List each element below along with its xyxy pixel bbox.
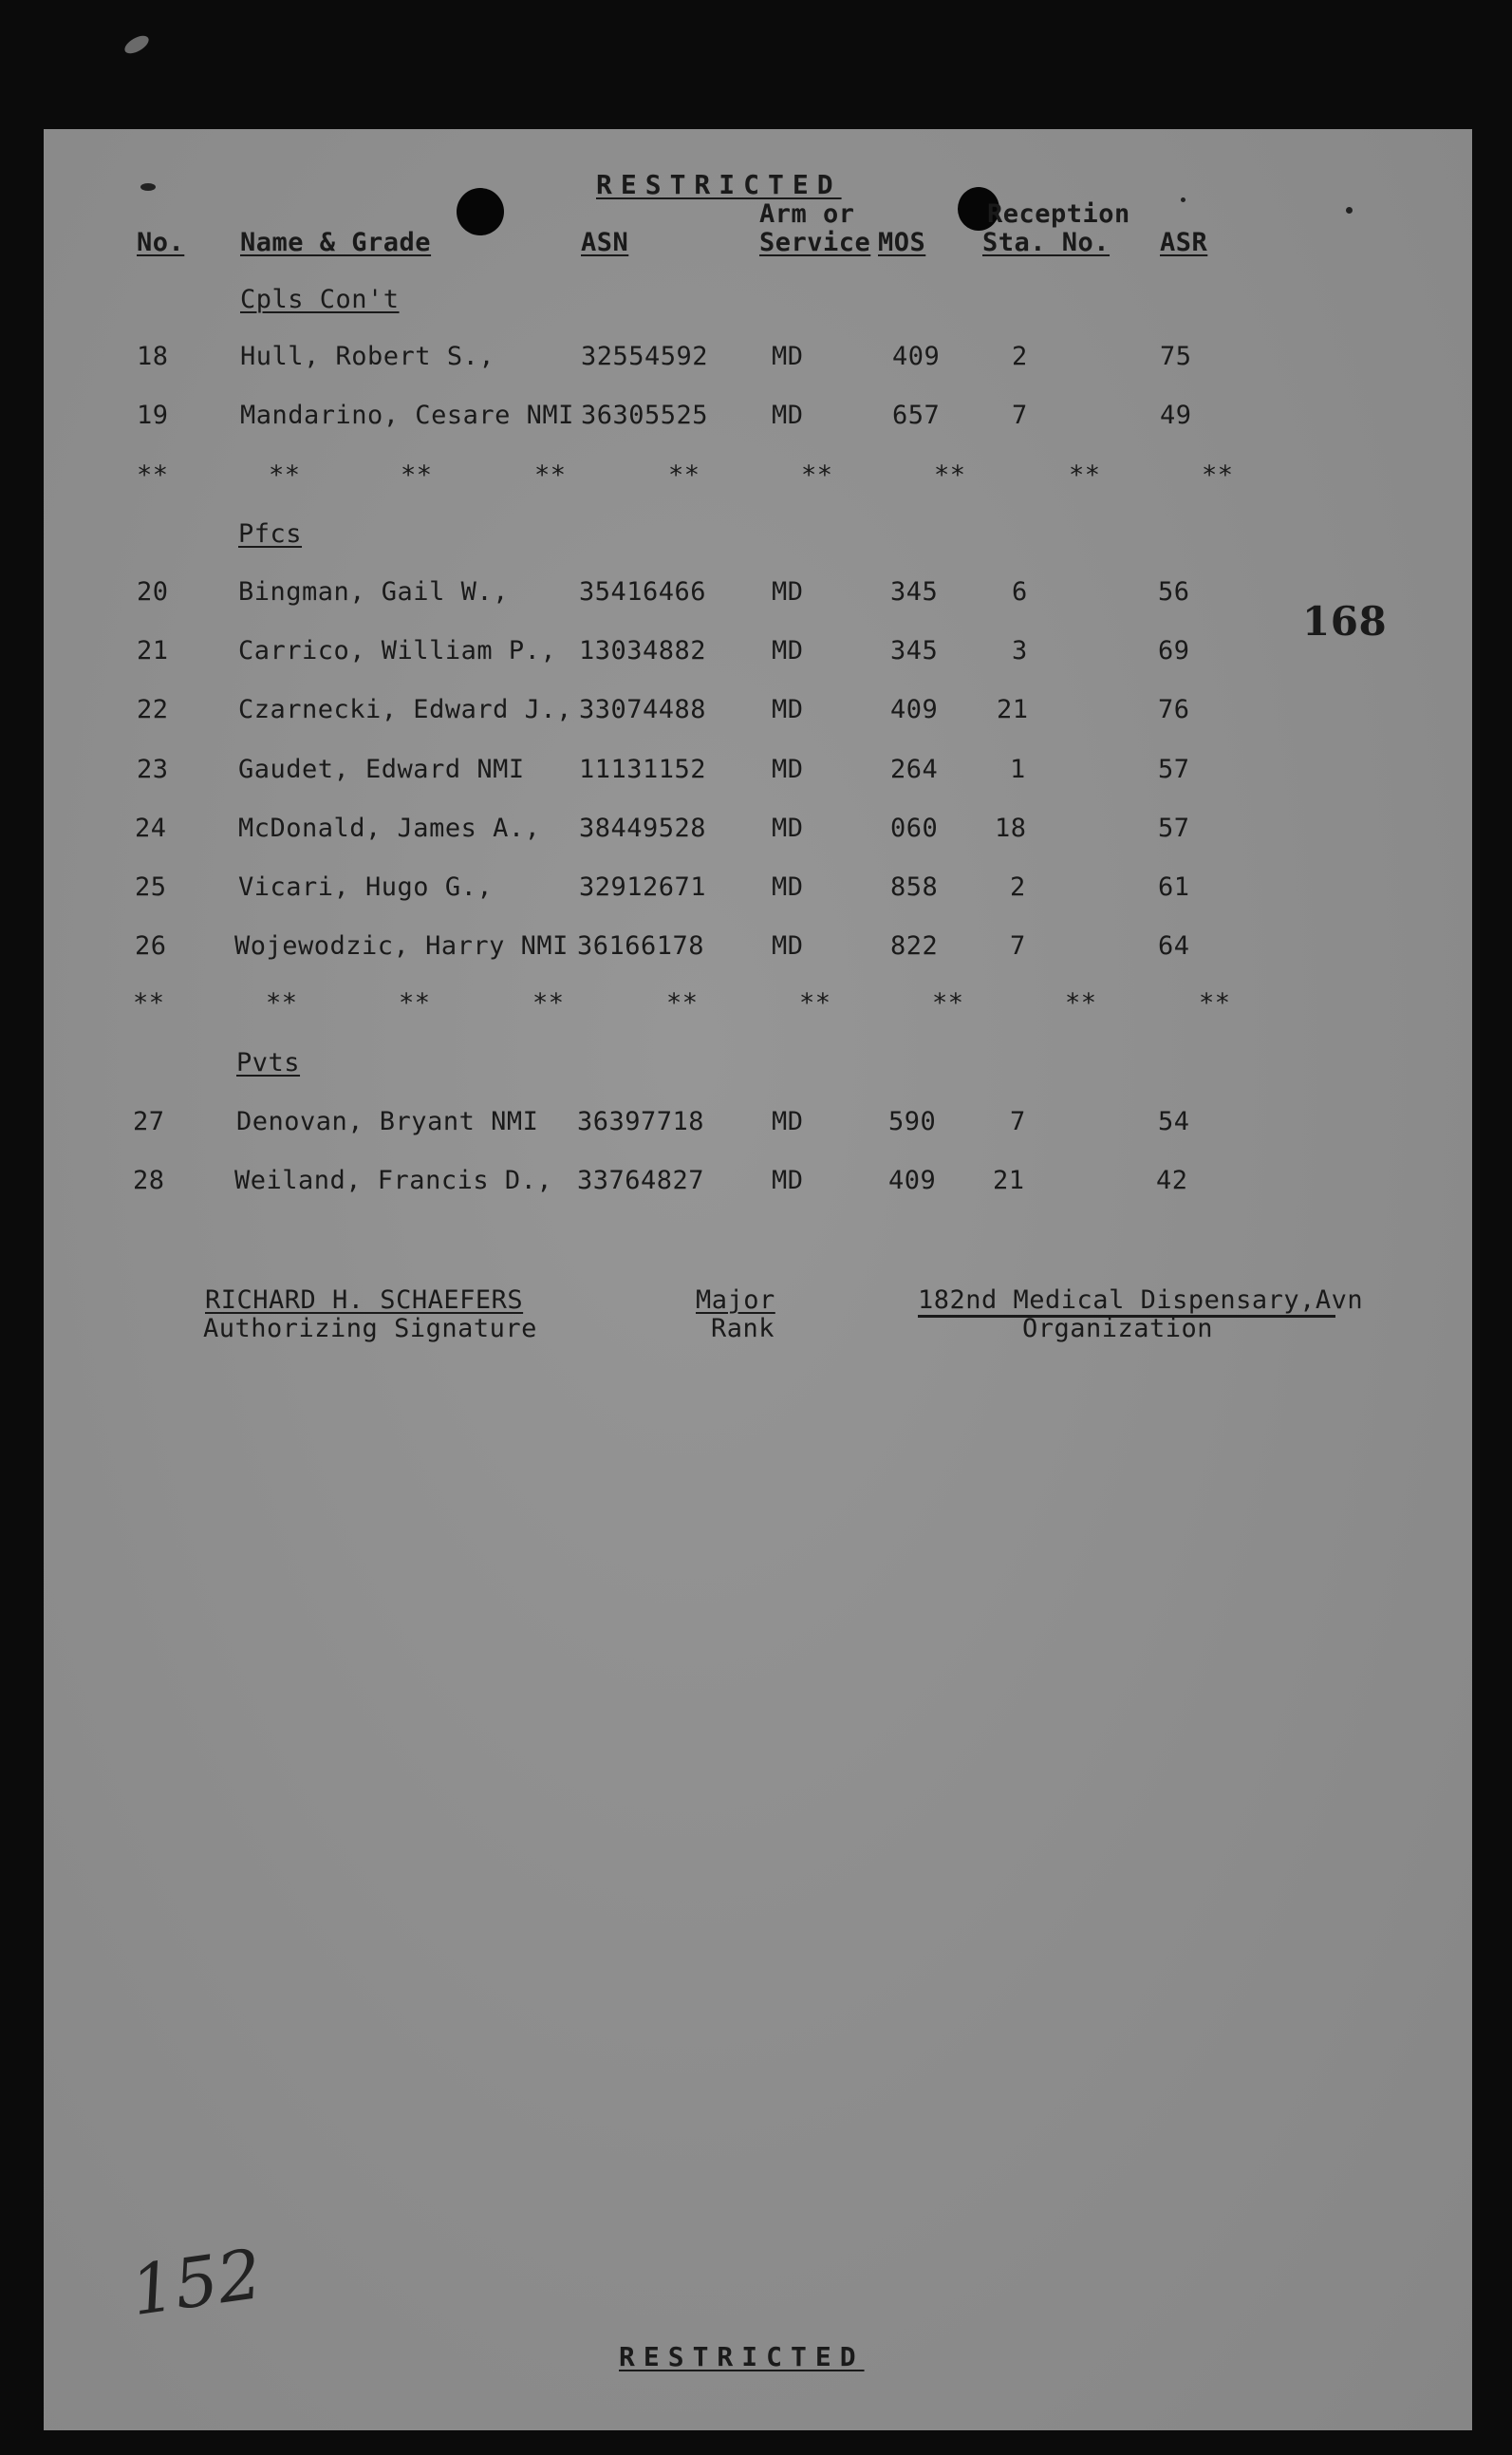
row-asr: 69: [1158, 636, 1190, 665]
speck: [121, 32, 151, 57]
separator-mark: **: [799, 988, 831, 1018]
column-header-asn: ASN: [581, 228, 629, 257]
signer-name: RICHARD H. SCHAEFERS: [205, 1285, 524, 1315]
row-mos: 590: [888, 1107, 937, 1136]
speck: [1346, 207, 1353, 214]
column-header-no: No.: [137, 228, 185, 257]
separator-mark: **: [1202, 460, 1234, 490]
row-mos: 822: [890, 931, 939, 961]
row-arm: MD: [772, 577, 804, 607]
column-header-name: Name & Grade: [240, 228, 432, 257]
page-stamp: 168: [1302, 598, 1388, 645]
separator-mark: **: [1065, 988, 1097, 1018]
restricted-footer: RESTRICTED: [619, 2341, 865, 2372]
row-asr: 57: [1158, 755, 1190, 784]
row-no: 25: [135, 872, 167, 902]
separator-mark: **: [1069, 460, 1101, 490]
separator-mark: **: [666, 988, 699, 1018]
row-asn: 36397718: [577, 1107, 705, 1136]
row-asn: 32912671: [579, 872, 707, 902]
row-arm: MD: [772, 636, 804, 665]
row-no: 19: [137, 401, 169, 430]
speck: [1181, 197, 1185, 202]
row-no: 23: [137, 755, 169, 784]
row-asr: 54: [1158, 1107, 1190, 1136]
row-mos: 409: [892, 342, 941, 371]
row-arm: MD: [772, 342, 804, 371]
row-asn: 13034882: [579, 636, 707, 665]
speck: [140, 183, 156, 191]
row-no: 21: [137, 636, 169, 665]
section-pfcs: Pfcs: [238, 519, 303, 549]
row-no: 22: [137, 695, 169, 724]
row-no: 26: [135, 931, 167, 961]
separator-mark: **: [399, 988, 431, 1018]
row-mos: 409: [890, 695, 939, 724]
row-name: Bingman, Gail W.,: [238, 577, 509, 607]
row-asn: 36166178: [577, 931, 705, 961]
row-mos: 264: [890, 755, 939, 784]
row-asr: 76: [1158, 695, 1190, 724]
row-asr: 42: [1156, 1166, 1188, 1195]
row-name: Weiland, Francis D.,: [234, 1166, 553, 1195]
row-mos: 060: [890, 814, 939, 843]
row-asn: 35416466: [579, 577, 707, 607]
row-name: Mandarino, Cesare NMI: [240, 401, 574, 430]
separator-mark: **: [266, 988, 298, 1018]
row-sta: 1: [1010, 755, 1026, 784]
arm-header-line1: Arm or: [759, 199, 855, 229]
punch-hole: [457, 188, 504, 235]
row-arm: MD: [772, 695, 804, 724]
row-no: 18: [137, 342, 169, 371]
column-header-mos: MOS: [878, 228, 926, 257]
column-header-asr: ASR: [1160, 228, 1208, 257]
separator-mark: **: [401, 460, 433, 490]
row-sta: 6: [1012, 577, 1028, 607]
column-header-sta: Sta. No.: [982, 228, 1111, 257]
row-arm: MD: [772, 931, 804, 961]
row-no: 20: [137, 577, 169, 607]
row-asr: 75: [1160, 342, 1192, 371]
separator-mark: **: [534, 460, 567, 490]
row-mos: 345: [890, 577, 939, 607]
row-name: Vicari, Hugo G.,: [238, 872, 494, 902]
organization-label: Organization: [1022, 1314, 1214, 1343]
signer-rank: Major: [696, 1285, 775, 1315]
organization-name: 182nd Medical Dispensary,Avn: [918, 1285, 1364, 1315]
section-cpls: Cpls Con't: [240, 285, 400, 314]
row-name: Wojewodzic, Harry NMI: [234, 931, 569, 961]
separator-mark: **: [269, 460, 301, 490]
row-arm: MD: [772, 755, 804, 784]
separator-mark: **: [532, 988, 565, 1018]
column-header-arm: Service: [759, 228, 871, 257]
row-asr: 61: [1158, 872, 1190, 902]
separator-mark: **: [934, 460, 966, 490]
row-arm: MD: [772, 872, 804, 902]
separator-mark: **: [668, 460, 700, 490]
row-name: Carrico, William P.,: [238, 636, 557, 665]
row-asn: 11131152: [579, 755, 707, 784]
row-sta: 18: [995, 814, 1027, 843]
reception-header-line1: Reception: [987, 199, 1130, 229]
row-mos: 409: [888, 1166, 937, 1195]
restricted-header: RESTRICTED: [596, 169, 842, 200]
row-name: Denovan, Bryant NMI: [236, 1107, 539, 1136]
row-no: 27: [133, 1107, 165, 1136]
rank-label: Rank: [711, 1314, 775, 1343]
row-name: McDonald, James A.,: [238, 814, 541, 843]
row-mos: 657: [892, 401, 941, 430]
row-asn: 32554592: [581, 342, 709, 371]
row-sta: 7: [1010, 1107, 1026, 1136]
signer-label: Authorizing Signature: [203, 1314, 537, 1343]
row-arm: MD: [772, 814, 804, 843]
row-no: 28: [133, 1166, 165, 1195]
row-sta: 3: [1012, 636, 1028, 665]
row-name: Czarnecki, Edward J.,: [238, 695, 572, 724]
row-arm: MD: [772, 401, 804, 430]
row-sta: 2: [1010, 872, 1026, 902]
document-page: [44, 129, 1472, 2430]
separator-mark: **: [932, 988, 964, 1018]
row-asn: 38449528: [579, 814, 707, 843]
separator-mark: **: [137, 460, 169, 490]
row-arm: MD: [772, 1166, 804, 1195]
row-sta: 7: [1010, 931, 1026, 961]
row-asn: 36305525: [581, 401, 709, 430]
row-asn: 33074488: [579, 695, 707, 724]
row-sta: 7: [1012, 401, 1028, 430]
separator-mark: **: [133, 988, 165, 1018]
row-mos: 858: [890, 872, 939, 902]
row-sta: 21: [993, 1166, 1025, 1195]
row-name: Gaudet, Edward NMI: [238, 755, 525, 784]
separator-mark: **: [801, 460, 833, 490]
row-asn: 33764827: [577, 1166, 705, 1195]
row-sta: 21: [997, 695, 1029, 724]
handwritten-number: 152: [125, 2233, 267, 2332]
row-no: 24: [135, 814, 167, 843]
row-arm: MD: [772, 1107, 804, 1136]
row-name: Hull, Robert S.,: [240, 342, 495, 371]
row-mos: 345: [890, 636, 939, 665]
row-asr: 56: [1158, 577, 1190, 607]
row-asr: 49: [1160, 401, 1192, 430]
row-asr: 57: [1158, 814, 1190, 843]
separator-mark: **: [1199, 988, 1231, 1018]
row-asr: 64: [1158, 931, 1190, 961]
section-pvts: Pvts: [236, 1048, 301, 1078]
row-sta: 2: [1012, 342, 1028, 371]
